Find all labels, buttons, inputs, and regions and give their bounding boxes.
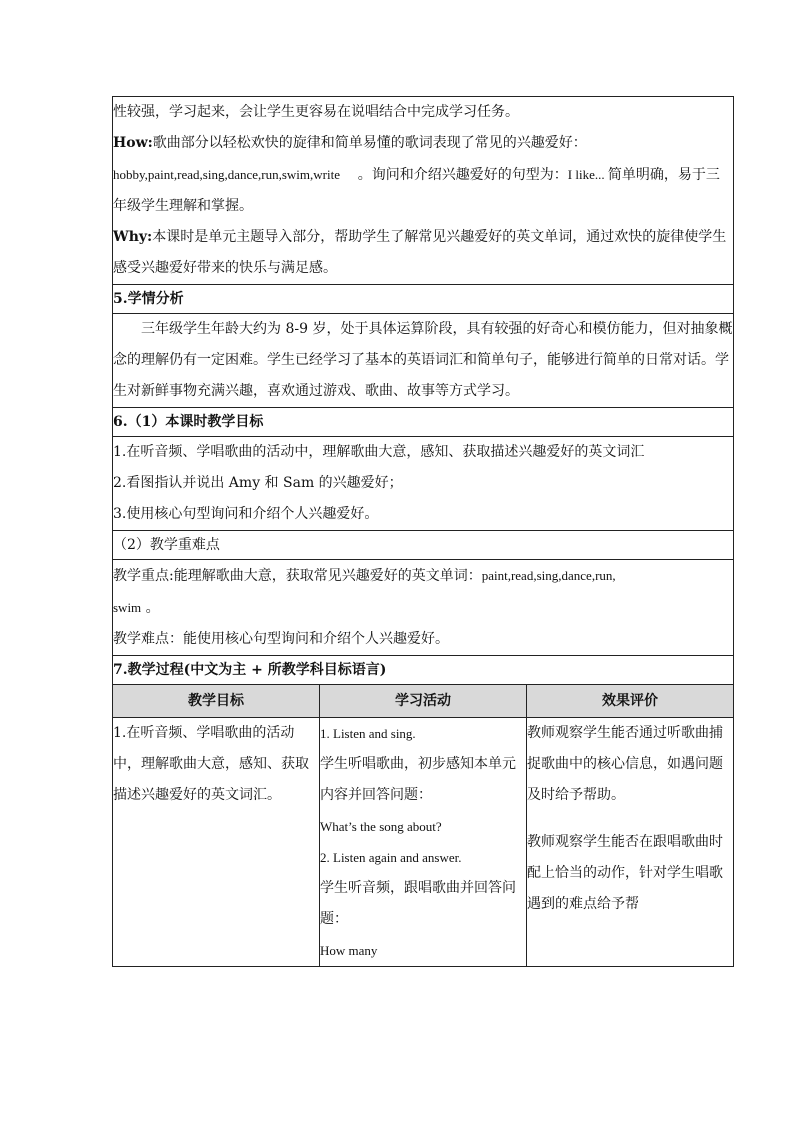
- activity-1-text: 学生听唱歌曲，初步感知本单元内容并回答问题：: [320, 756, 516, 803]
- activity-1-question: What’s the song about?: [320, 819, 442, 834]
- section7-title: 7.教学过程(中文为主 + 所教学科目标语言): [113, 656, 734, 685]
- evaluation-2: 教师观察学生能否在跟唱歌曲时配上恰当的动作，针对学生唱歌遇到的难点给予帮: [527, 834, 723, 912]
- how-paragraph: [113, 128, 733, 159]
- section6-keypoints-row: [113, 560, 734, 656]
- activity-2-question: How many: [320, 943, 378, 958]
- key-end: 。: [145, 600, 160, 616]
- intro-row: [113, 97, 734, 285]
- section6-title: 6.（1）本课时教学目标: [113, 408, 734, 437]
- key-words: paint,read,sing,dance,run,: [481, 568, 616, 583]
- key-label: 教学重点:: [113, 568, 174, 584]
- section6-goals-row: [113, 437, 734, 531]
- header-evaluation: 效果评价: [527, 685, 734, 718]
- lesson-plan-table: [112, 96, 734, 967]
- why-label: Why:: [113, 229, 153, 245]
- key-point-cont: [113, 592, 733, 624]
- activity-2-text: 学生听音频，跟唱歌曲并回答问题：: [320, 880, 516, 927]
- lesson-plan-page: [112, 96, 733, 967]
- how-pattern-b: 简单明确，易于三年级学生理解和掌握。: [113, 167, 720, 214]
- key-point: [113, 560, 733, 592]
- how-detail: [113, 159, 733, 222]
- process-goal: 1.在听音频、学唱歌曲的活动中，理解歌曲大意，感知、获取描述兴趣爱好的英文词汇。: [113, 725, 309, 803]
- section7-title-row: [113, 656, 734, 685]
- section6-title-row: [113, 408, 734, 437]
- why-paragraph: [113, 222, 733, 284]
- goal-item-3: 3.使用核心句型询问和介绍个人兴趣爱好。: [113, 506, 379, 522]
- activity-2-title: 2. Listen again and answer.: [320, 850, 462, 865]
- header-goal: 教学目标: [113, 685, 320, 718]
- why-text: 本课时是单元主题导入部分，帮助学生了解常见兴趣爱好的英文单词，通过欢快的旋律使学生感受兴趣爱好带来的快乐与满足感。: [113, 229, 727, 276]
- goal-item-1: 1.在听音频、学唱歌曲的活动中，理解歌曲大意，感知、获取描述兴趣爱好的英文词汇: [113, 444, 645, 460]
- how-label: How:: [113, 135, 153, 151]
- evaluation-1: 教师观察学生能否通过听歌曲捕捉歌曲中的核心信息，如遇问题及时给予帮助。: [527, 725, 723, 803]
- activity-1-title: 1. Listen and sing.: [320, 726, 416, 741]
- key-words-2: swim: [113, 600, 142, 615]
- key-text: 能理解歌曲大意，获取常见兴趣爱好的英文单词：: [173, 568, 482, 584]
- how-text: 歌曲部分以轻松欢快的旋律和简单易懂的歌词表现了常见的兴趣爱好：: [152, 135, 587, 151]
- intro-cell: [113, 97, 734, 285]
- section5-title: 5.学情分析: [113, 285, 734, 314]
- how-words: hobby,paint,read,sing,dance,run,swim,write: [113, 167, 340, 182]
- header-activity: 学习活动: [320, 685, 527, 718]
- evaluation-gap: [527, 811, 733, 827]
- how-pattern-a: 。询问和介绍兴趣爱好的句型为：: [357, 167, 568, 183]
- section6-sub-title: （2）教学重难点: [113, 531, 734, 560]
- intro-line: 性较强，学习起来，会让学生更容易在说唱结合中完成学习任务。: [113, 104, 519, 120]
- section7-body-row: [113, 718, 734, 967]
- how-pattern-en: I like...: [567, 167, 608, 182]
- section5-body-row: [113, 314, 734, 408]
- difficulty-point: 教学难点：能使用核心句型询问和介绍个人兴趣爱好。: [113, 631, 449, 647]
- section7-header-row: [113, 685, 734, 718]
- section5-title-row: [113, 285, 734, 314]
- goal-item-2: 2.看图指认并说出 Amy 和 Sam 的兴趣爱好；: [113, 475, 403, 491]
- section6-sub-title-row: [113, 531, 734, 560]
- section5-body: 三年级学生年龄大约为 8-9 岁，处于具体运算阶段，具有较强的好奇心和模仿能力，但对抽象概念的理解仍有一定困难。学生已经学习了基本的英语词汇和简单句子，能够进行简单的日常对话。学生对新鲜事物充满兴趣，喜欢通过游戏、歌曲、故事等方式学习。: [113, 321, 733, 399]
